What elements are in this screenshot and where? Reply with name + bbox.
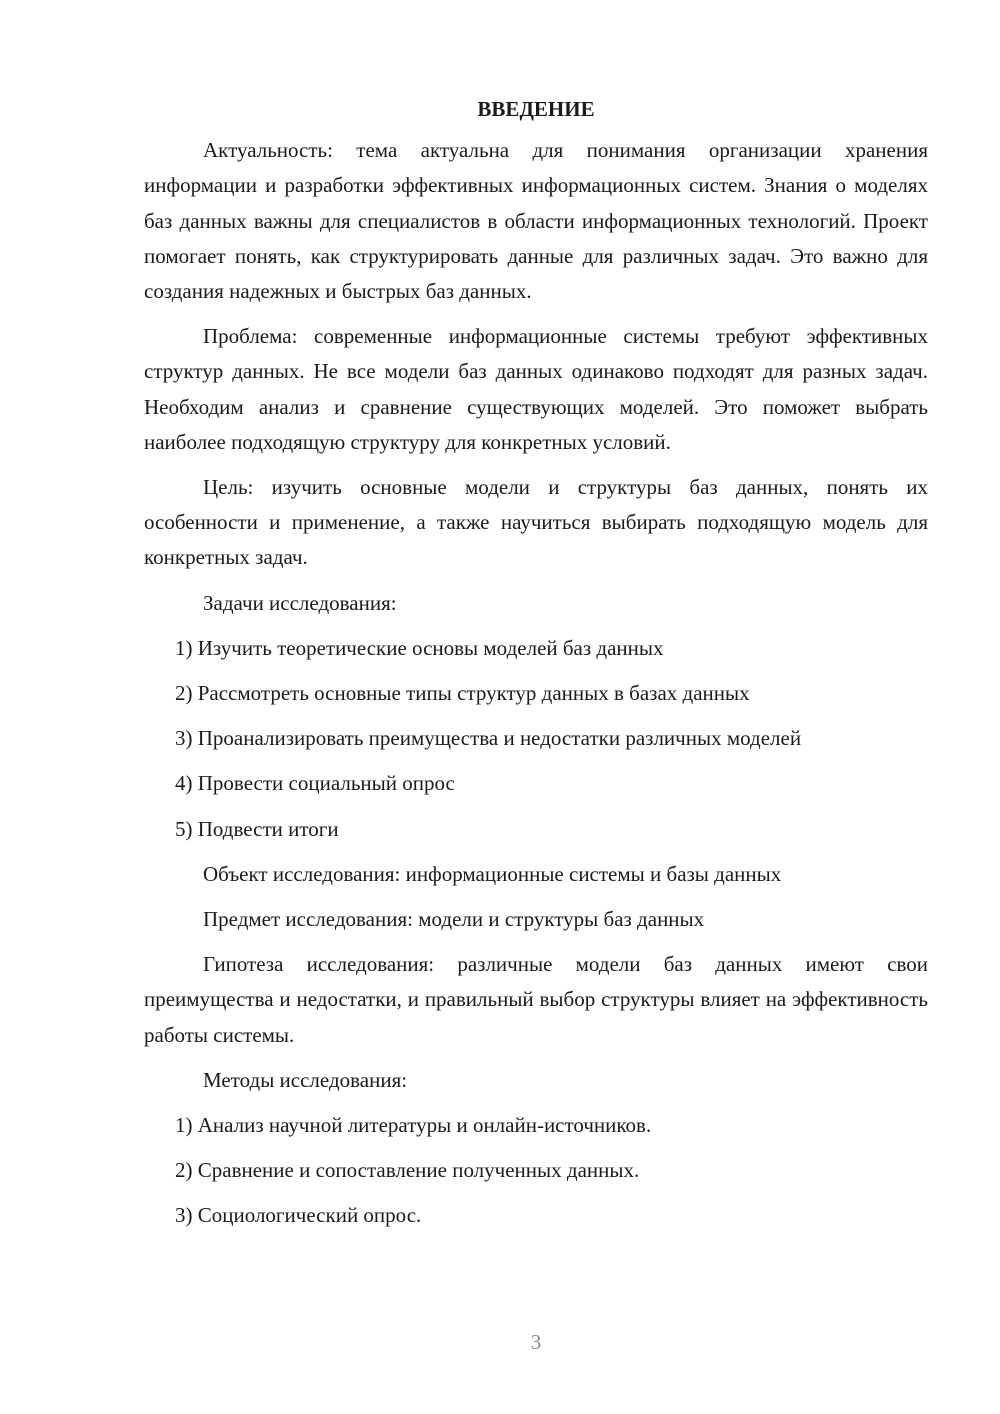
hypothesis-paragraph: Гипотеза исследования: различные модели баз данных имеют свои преимущества и недостатки, и правильный выбор структуры влияет на эффективность работы системы. (144, 952, 928, 1047)
task-item: 4) Провести социальный опрос (175, 771, 455, 796)
research-object: Объект исследования: информационные системы и базы данных (203, 861, 782, 886)
task-item: 3) Проанализировать преимущества и недостатки различных моделей (175, 726, 802, 751)
relevance-paragraph: Актуальность: тема актуальна для понимания организации хранения информации и разработки эффективных информационных систем. Знания о моделях баз данных важны для специалистов в области информационных технологий. Проект помогает понять, как структурировать данные для различных задач. Это важно для создания надежных и быстрых баз данных. (144, 138, 928, 304)
page-content (144, 92, 928, 1244)
method-item: 2) Сравнение и сопоставление полученных данных. (175, 1158, 640, 1183)
task-item: 2) Рассмотреть основные типы структур данных в базах данных (175, 681, 750, 706)
task-item: 5) Подвести итоги (175, 816, 339, 841)
page-number: 3 (530, 1330, 542, 1354)
method-item: 1) Анализ научной литературы и онлайн-источников. (175, 1113, 652, 1138)
section-heading: ВВЕДЕНИЕ (477, 97, 595, 121)
method-item: 3) Социологический опрос. (175, 1203, 422, 1228)
tasks-title: Задачи исследования: (203, 590, 397, 615)
research-subject: Предмет исследования: модели и структуры баз данных (203, 907, 705, 932)
methods-title: Методы исследования: (203, 1067, 408, 1092)
goal-paragraph: Цель: изучить основные модели и структуры баз данных, понять их особенности и применение, а также научиться выбирать подходящую модель для конкретных задач. (144, 475, 928, 570)
problem-paragraph: Проблема: современные информационные системы требуют эффективных структур данных. Не все модели баз данных одинаково подходят для разных задач. Необходим анализ и сравнение существующих моделей. Это поможет выбрать наиболее подходящую структуру для конкретных условий. (144, 324, 928, 454)
task-item: 1) Изучить теоретические основы моделей баз данных (175, 635, 664, 660)
